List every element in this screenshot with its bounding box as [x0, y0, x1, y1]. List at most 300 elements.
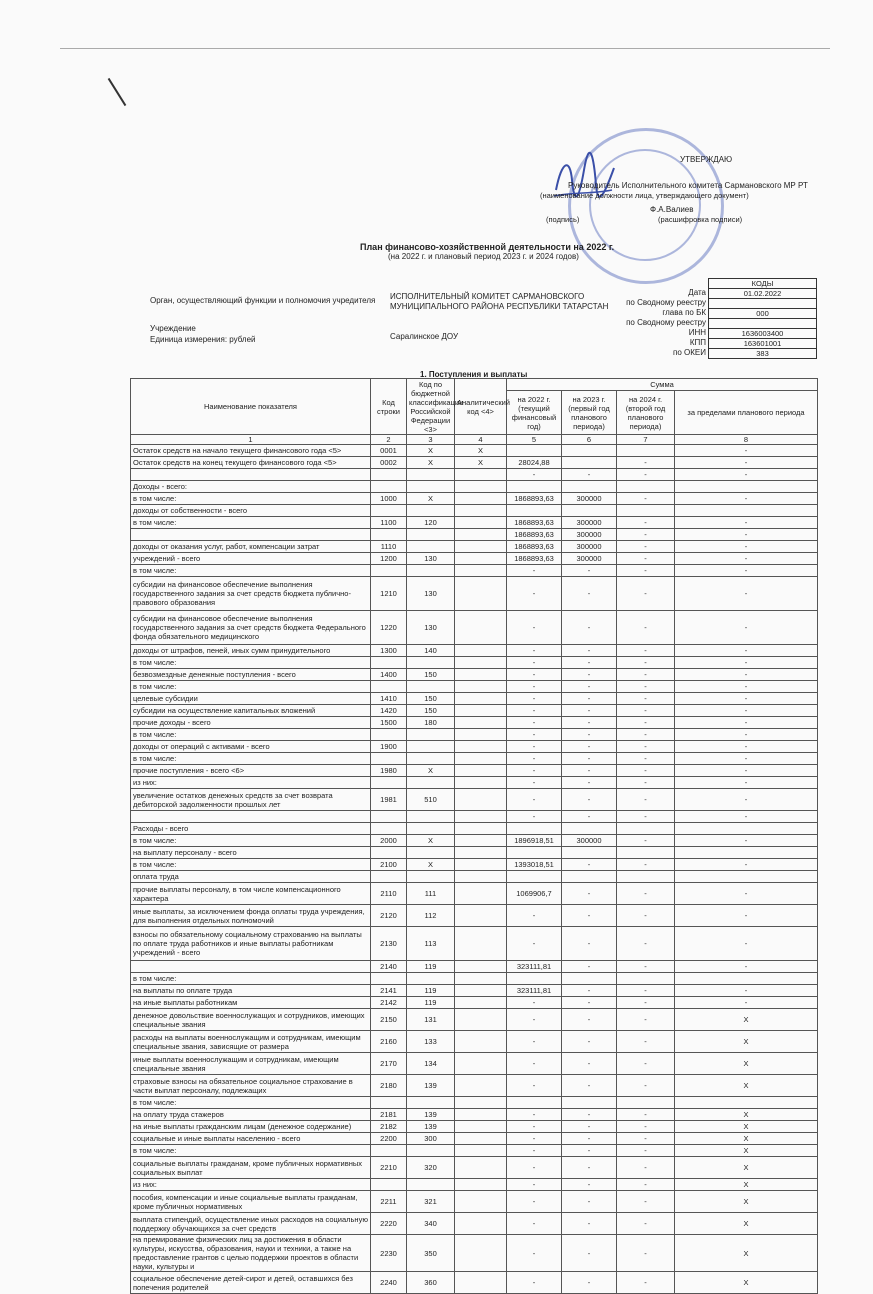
table-cell: - [507, 1075, 562, 1097]
row-label: социальные и иные выплаты населению - всего [131, 1133, 371, 1145]
table-cell: - [617, 611, 675, 645]
table-row [131, 961, 818, 973]
signer-caption: (расшифровка подписи) [658, 215, 743, 224]
code-value: 1636003400 [709, 329, 816, 339]
row-label: иные выплаты военнослужащим и сотрудникам, имеющим специальные звания [131, 1053, 371, 1075]
table-cell: X [675, 1191, 818, 1213]
table-cell [455, 669, 507, 681]
table-row [131, 541, 818, 553]
table-cell: - [617, 1075, 675, 1097]
table-cell: - [675, 541, 818, 553]
table-cell [507, 481, 562, 493]
table-row [131, 669, 818, 681]
table-cell: - [562, 777, 617, 789]
table-cell [407, 823, 455, 835]
table-cell [407, 753, 455, 765]
table-cell [562, 871, 617, 883]
table-row [131, 1191, 818, 1213]
row-label: пособия, компенсации и иные социальные выплаты гражданам, кроме публичных нормативных [131, 1191, 371, 1213]
row-label: прочие доходы - всего [131, 717, 371, 729]
table-cell [455, 741, 507, 753]
table-cell: - [562, 717, 617, 729]
table-cell: - [562, 985, 617, 997]
table-cell [407, 1179, 455, 1191]
row-label: субсидии на финансовое обеспечение выполнения государственного задания за счет средств бюджета публично-правового образования [131, 577, 371, 611]
table-cell: - [675, 883, 818, 905]
table-cell: - [675, 927, 818, 961]
table-cell: 1900 [371, 741, 407, 753]
row-label: на иные выплаты гражданским лицам (денежное содержание) [131, 1121, 371, 1133]
table-cell [617, 871, 675, 883]
table-cell [562, 445, 617, 457]
table-cell: - [675, 811, 818, 823]
table-cell [455, 481, 507, 493]
table-cell [455, 961, 507, 973]
table-cell [455, 1031, 507, 1053]
section-title: 1. Поступления и выплаты [420, 370, 528, 379]
col-header-bk: Код по бюджетной классификации Российской Федерации <3> [407, 379, 455, 435]
table-cell [455, 823, 507, 835]
col-header-line: Код строки [371, 379, 407, 435]
approver-position: Руководитель Исполнительного комитета Сармановского МР РТ [568, 181, 808, 190]
code-label: ИНН [688, 328, 706, 337]
table-cell: 112 [407, 905, 455, 927]
col-header-analytic: Аналитический код <4> [455, 379, 507, 435]
table-cell: 1400 [371, 669, 407, 681]
table-cell: - [507, 705, 562, 717]
table-cell: - [675, 669, 818, 681]
table-cell: 119 [407, 985, 455, 997]
row-label: прочие выплаты персоналу, в том числе компенсационного характера [131, 883, 371, 905]
table-cell [371, 729, 407, 741]
table-cell: - [617, 681, 675, 693]
table-cell: - [617, 1133, 675, 1145]
code-value [709, 319, 816, 329]
table-cell: X [675, 1213, 818, 1235]
table-cell [507, 1097, 562, 1109]
table-cell: - [617, 985, 675, 997]
table-cell: - [675, 753, 818, 765]
table-cell [617, 1097, 675, 1109]
institution-label: Учреждение [150, 324, 196, 333]
table-cell: 1420 [371, 705, 407, 717]
table-cell: - [617, 1157, 675, 1179]
table-row [131, 481, 818, 493]
table-cell: - [617, 741, 675, 753]
table-cell: 321 [407, 1191, 455, 1213]
table-cell: 139 [407, 1109, 455, 1121]
table-row [131, 729, 818, 741]
table-cell: - [617, 1179, 675, 1191]
table-cell: - [617, 553, 675, 565]
table-cell [562, 823, 617, 835]
row-label: целевые субсидии [131, 693, 371, 705]
code-value: 000 [709, 309, 816, 319]
table-cell: 130 [407, 577, 455, 611]
table-cell [455, 577, 507, 611]
table-cell: - [617, 645, 675, 657]
col-header-2023: на 2023 г. (первый год планового периода) [562, 391, 617, 435]
row-label: иные выплаты, за исключением фонда оплаты труда учреждения, для выполнения отдельных полномочий [131, 905, 371, 927]
table-cell: - [562, 657, 617, 669]
table-cell [562, 973, 617, 985]
table-cell: - [675, 681, 818, 693]
table-cell: - [507, 1272, 562, 1294]
table-cell [371, 753, 407, 765]
table-cell: - [507, 1157, 562, 1179]
table-cell [617, 973, 675, 985]
row-label: учреждений - всего [131, 553, 371, 565]
table-row [131, 847, 818, 859]
table-cell: 1980 [371, 765, 407, 777]
table-cell: - [507, 753, 562, 765]
table-cell: 323111,81 [507, 985, 562, 997]
table-row [131, 705, 818, 717]
table-cell: - [507, 729, 562, 741]
col-number: 7 [617, 435, 675, 445]
table-cell: - [507, 645, 562, 657]
table-cell: - [617, 1213, 675, 1235]
row-label: Доходы - всего: [131, 481, 371, 493]
document-title: План финансово-хозяйственной деятельности на 2022 г. [360, 242, 615, 252]
table-cell [455, 1191, 507, 1213]
row-label: из них: [131, 1179, 371, 1191]
table-cell [455, 657, 507, 669]
table-row [131, 905, 818, 927]
table-cell [371, 1145, 407, 1157]
table-cell: - [507, 565, 562, 577]
table-cell: X [675, 1075, 818, 1097]
table-cell [371, 823, 407, 835]
table-cell: X [675, 1031, 818, 1053]
table-row [131, 741, 818, 753]
table-cell [455, 693, 507, 705]
table-cell: - [507, 611, 562, 645]
col-header-sum: Сумма [507, 379, 818, 391]
table-cell: 300000 [562, 835, 617, 847]
table-cell: - [507, 681, 562, 693]
table-cell: - [617, 777, 675, 789]
table-cell: - [507, 1213, 562, 1235]
table-cell: - [562, 1213, 617, 1235]
table-cell: X [407, 445, 455, 457]
table-cell: - [675, 645, 818, 657]
row-label: доходы от операций с активами - всего [131, 741, 371, 753]
table-cell: - [562, 1031, 617, 1053]
row-label: в том числе: [131, 493, 371, 505]
table-cell: 1981 [371, 789, 407, 811]
table-cell: 300000 [562, 529, 617, 541]
table-cell: - [507, 789, 562, 811]
table-cell: 2141 [371, 985, 407, 997]
table-cell [407, 529, 455, 541]
table-cell: - [617, 811, 675, 823]
table-cell: - [617, 883, 675, 905]
table-cell: 2180 [371, 1075, 407, 1097]
table-cell: X [675, 1053, 818, 1075]
table-cell [407, 505, 455, 517]
table-row [131, 789, 818, 811]
table-cell [455, 847, 507, 859]
table-cell: 133 [407, 1031, 455, 1053]
table-cell: - [562, 1145, 617, 1157]
table-row [131, 927, 818, 961]
table-cell: - [617, 753, 675, 765]
table-row [131, 1213, 818, 1235]
table-cell: X [675, 1157, 818, 1179]
table-cell [407, 871, 455, 883]
table-cell: 350 [407, 1235, 455, 1272]
table-cell: 1393018,51 [507, 859, 562, 871]
table-cell [617, 445, 675, 457]
table-row [131, 753, 818, 765]
table-cell: - [617, 1272, 675, 1294]
approval-heading: УТВЕРЖДАЮ [680, 155, 733, 164]
table-cell [562, 1097, 617, 1109]
table-cell: 300000 [562, 517, 617, 529]
table-row [131, 493, 818, 505]
row-label: в том числе: [131, 729, 371, 741]
row-label: Остаток средств на начало текущего финансового года <5> [131, 445, 371, 457]
table-cell: - [617, 1191, 675, 1213]
table-row [131, 871, 818, 883]
table-cell: 111 [407, 883, 455, 905]
table-row [131, 577, 818, 611]
row-label: социальное обеспечение детей-сирот и детей, оставшихся без попечения родителей [131, 1272, 371, 1294]
table-cell [455, 973, 507, 985]
table-cell [455, 927, 507, 961]
code-label: КПП [689, 338, 706, 347]
table-cell: X [675, 1009, 818, 1031]
table-row [131, 777, 818, 789]
table-row [131, 811, 818, 823]
table-cell: 1868893,63 [507, 541, 562, 553]
table-cell: 2000 [371, 835, 407, 847]
code-label [600, 278, 706, 288]
table-cell: - [617, 493, 675, 505]
table-cell [617, 847, 675, 859]
table-cell [455, 1097, 507, 1109]
table-cell: - [675, 705, 818, 717]
table-cell: - [562, 765, 617, 777]
code-value: 01.02.2022 [709, 289, 816, 299]
row-label: на иные выплаты работникам [131, 997, 371, 1009]
table-row [131, 1145, 818, 1157]
table-cell [371, 505, 407, 517]
table-cell: - [507, 997, 562, 1009]
table-row [131, 517, 818, 529]
row-label: в том числе: [131, 681, 371, 693]
table-cell: 2140 [371, 961, 407, 973]
table-cell [675, 481, 818, 493]
table-cell [371, 847, 407, 859]
table-cell: - [562, 1133, 617, 1145]
table-cell: - [675, 765, 818, 777]
table-cell: 320 [407, 1157, 455, 1179]
table-cell [455, 835, 507, 847]
row-label: субсидии на финансовое обеспечение выполнения государственного задания за счет средств бюджета Федерального фонда обязательного медицинского [131, 611, 371, 645]
table-cell: - [617, 657, 675, 669]
table-cell [455, 493, 507, 505]
table-cell: - [562, 789, 617, 811]
col-number: 3 [407, 435, 455, 445]
table-cell [371, 481, 407, 493]
table-cell: X [675, 1235, 818, 1272]
row-label: Расходы - всего [131, 823, 371, 835]
table-cell [455, 1133, 507, 1145]
table-cell: - [507, 1235, 562, 1272]
table-cell: - [617, 1031, 675, 1053]
table-cell: 2170 [371, 1053, 407, 1075]
table-row [131, 1179, 818, 1191]
row-label: страховые взносы на обязательное социальное страхование в части выплат персоналу, подлежащих [131, 1075, 371, 1097]
table-cell: - [507, 1009, 562, 1031]
table-cell [562, 847, 617, 859]
table-row [131, 835, 818, 847]
table-cell [455, 1157, 507, 1179]
table-cell: 0002 [371, 457, 407, 469]
table-cell: - [562, 1235, 617, 1272]
table-cell [455, 777, 507, 789]
row-label: в том числе: [131, 835, 371, 847]
table-cell: - [507, 717, 562, 729]
table-row [131, 529, 818, 541]
table-row [131, 1031, 818, 1053]
row-label: увеличение остатков денежных средств за счет возврата дебиторской задолженности прошлых лет [131, 789, 371, 811]
table-cell: - [507, 741, 562, 753]
table-cell [407, 481, 455, 493]
codes-labels [600, 278, 706, 358]
approver-name: Ф.А.Валиев [650, 205, 694, 214]
table-cell: - [617, 789, 675, 811]
table-cell [617, 481, 675, 493]
table-cell: - [562, 883, 617, 905]
table-cell: 120 [407, 517, 455, 529]
table-cell: - [675, 717, 818, 729]
table-cell: - [562, 997, 617, 1009]
table-cell: - [675, 611, 818, 645]
table-cell: 150 [407, 693, 455, 705]
row-label: в том числе: [131, 1145, 371, 1157]
row-label [131, 529, 371, 541]
table-cell [407, 973, 455, 985]
table-cell: 150 [407, 669, 455, 681]
table-cell: - [507, 905, 562, 927]
table-cell: - [562, 469, 617, 481]
table-cell: - [617, 577, 675, 611]
table-cell: - [507, 1109, 562, 1121]
table-cell [455, 729, 507, 741]
table-cell: X [407, 493, 455, 505]
table-cell [455, 997, 507, 1009]
table-cell [371, 529, 407, 541]
table-cell: - [507, 1145, 562, 1157]
table-cell: 1868893,63 [507, 493, 562, 505]
table-cell: - [507, 1133, 562, 1145]
table-cell: - [562, 859, 617, 871]
table-cell: - [617, 765, 675, 777]
table-cell: - [617, 1145, 675, 1157]
col-header-name: Наименование показателя [131, 379, 371, 435]
table-cell: X [455, 445, 507, 457]
table-cell: - [675, 961, 818, 973]
code-value: КОДЫ [709, 279, 816, 289]
table-cell: - [617, 1053, 675, 1075]
table-cell [407, 741, 455, 753]
table-cell [371, 657, 407, 669]
table-cell: - [617, 693, 675, 705]
code-label: глава по БК [662, 308, 706, 317]
code-value: 383 [756, 349, 769, 358]
table-row [131, 823, 818, 835]
code-label: по Сводному реестру [626, 298, 706, 307]
table-cell [371, 681, 407, 693]
approver-position-caption: (наименование должности лица, утверждающего документ) [540, 191, 749, 200]
table-cell: - [675, 835, 818, 847]
row-label: субсидии на осуществление капитальных вложений [131, 705, 371, 717]
table-cell: 360 [407, 1272, 455, 1294]
table-cell: 180 [407, 717, 455, 729]
row-label: на выплаты по оплате труда [131, 985, 371, 997]
code-value: 163601001 [709, 339, 816, 349]
table-cell: - [507, 1191, 562, 1213]
row-label: в том числе: [131, 657, 371, 669]
col-number: 6 [562, 435, 617, 445]
table-cell: - [617, 1009, 675, 1031]
table-cell [455, 1053, 507, 1075]
table-cell: 119 [407, 961, 455, 973]
table-cell: - [617, 469, 675, 481]
table-row [131, 681, 818, 693]
table-cell: 1300 [371, 645, 407, 657]
table-cell: - [617, 905, 675, 927]
table-cell: - [617, 927, 675, 961]
table-cell [617, 505, 675, 517]
table-cell [371, 871, 407, 883]
signature-caption: (подпись) [546, 215, 580, 224]
row-label [131, 469, 371, 481]
table-cell [455, 883, 507, 905]
col-number: 1 [131, 435, 371, 445]
table-cell: - [562, 1009, 617, 1031]
table-cell: 2181 [371, 1109, 407, 1121]
table-cell: 2240 [371, 1272, 407, 1294]
col-number: 4 [455, 435, 507, 445]
row-label: Остаток средств на конец текущего финансового года <5> [131, 457, 371, 469]
table-cell: - [675, 553, 818, 565]
table-cell: X [407, 859, 455, 871]
table-cell: 131 [407, 1009, 455, 1031]
code-label: Дата [688, 288, 706, 297]
table-cell [562, 457, 617, 469]
table-cell: - [562, 1075, 617, 1097]
table-cell [562, 505, 617, 517]
table-cell: 1000 [371, 493, 407, 505]
table-row [131, 883, 818, 905]
table-cell: 1110 [371, 541, 407, 553]
table-cell [675, 823, 818, 835]
table-cell: 2182 [371, 1121, 407, 1133]
table-cell: - [675, 469, 818, 481]
table-cell [407, 681, 455, 693]
codes-box [708, 278, 817, 359]
table-cell: - [507, 657, 562, 669]
table-cell [455, 753, 507, 765]
table-cell [507, 445, 562, 457]
row-label: социальные выплаты гражданам, кроме публичных нормативных социальных выплат [131, 1157, 371, 1179]
institution-value: Саралинское ДОУ [390, 332, 459, 341]
table-cell: - [507, 577, 562, 611]
